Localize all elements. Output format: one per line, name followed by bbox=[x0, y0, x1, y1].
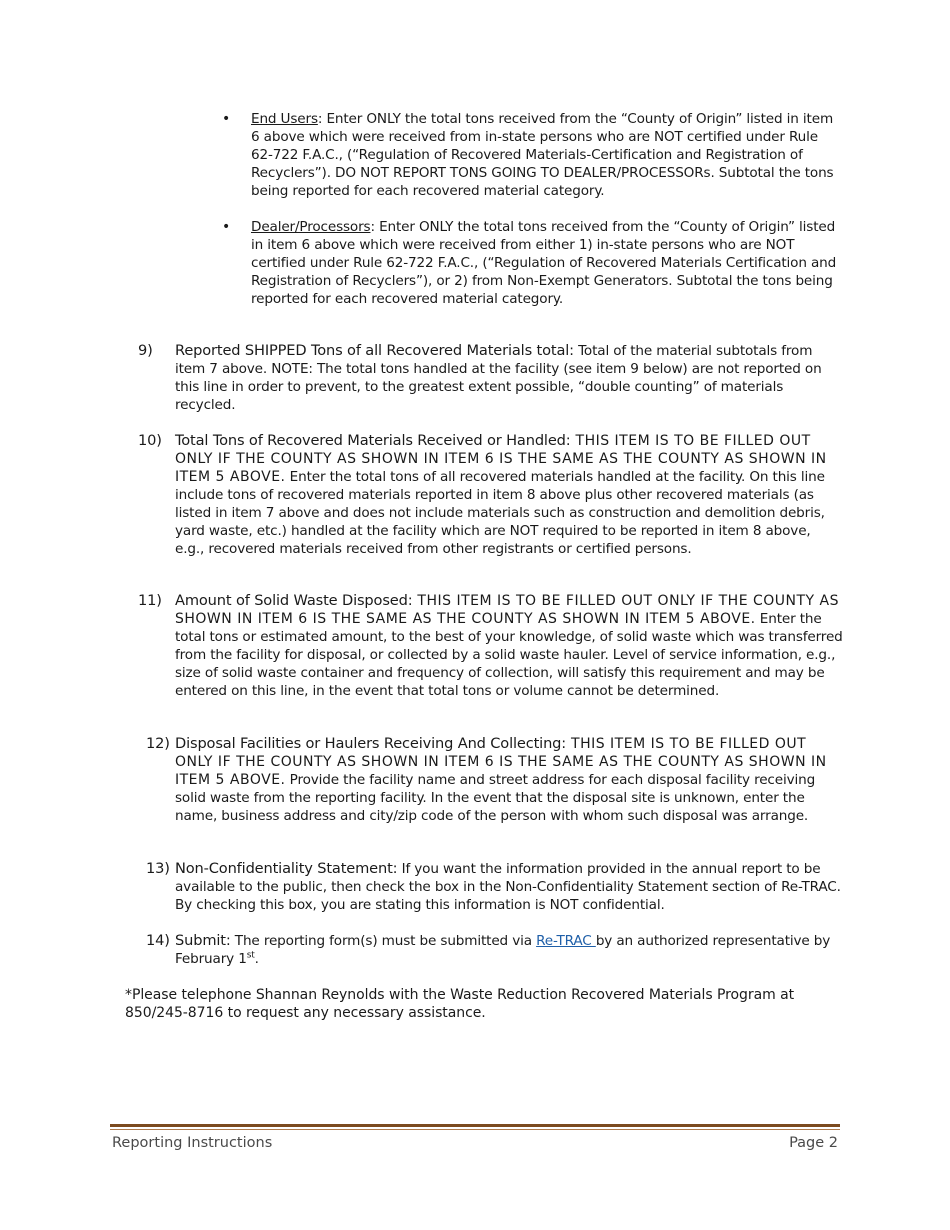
instruction-item-11 bbox=[138, 592, 843, 700]
instruction-item-10 bbox=[138, 432, 843, 558]
footer-divider bbox=[110, 1124, 840, 1127]
item-heading: Submit: bbox=[175, 932, 231, 949]
bullet-icon: • bbox=[222, 219, 231, 235]
assistance-note: *Please telephone Shannan Reynolds with the Waste Reduction Recovered Materials Program at 850/245-8716 to request any necessary assistance. bbox=[125, 987, 795, 1021]
item-text: Provide the facility name and street address for each disposal facility receiving solid waste from the reporting facility. In the event that the disposal site is unknown, enter the name, business address and city/zip code of the person with whom such disposal was arrange. bbox=[175, 772, 816, 824]
bullet-item-dealer-processors bbox=[222, 218, 842, 308]
superscript-st: st bbox=[246, 950, 255, 961]
item-body bbox=[146, 860, 843, 914]
bullet-list bbox=[222, 110, 842, 326]
item-body bbox=[138, 592, 843, 700]
item-body bbox=[146, 932, 843, 968]
item-number: 14) bbox=[146, 932, 170, 949]
bullet-text: : Enter ONLY the total tons received from the “County of Origin” listed in item 6 above which were received from in-state persons who are NOT certified under Rule 62-722 F.A.C., (“Regulation of Recovered Materials-Certification and Registration of Recyclers”). DO NOT REPORT TONS GOING TO DEALER/PROCESSORs. Subtotal the tons being reported for each recovered material category. bbox=[251, 111, 834, 199]
item-heading: Reported SHIPPED Tons of all Recovered Materials total: bbox=[175, 342, 574, 359]
item-heading: Non-Confidentiality Statement: bbox=[175, 860, 398, 877]
bullet-label: End Users bbox=[251, 111, 318, 127]
bullet-text: : Enter ONLY the total tons received from the “County of Origin” listed in item 6 above which were received from either 1) in-state persons who are NOT certified under Rule 62-722 F.A.C., (“Regulation of Recovered Materials Certification and Registration of Recyclers”), or 2) from Non-Exempt Generators. Subtotal the tons being reported for each recovered material category. bbox=[251, 219, 837, 307]
item-number: 10) bbox=[138, 432, 162, 449]
page-number: Page 2 bbox=[789, 1135, 838, 1151]
bullet-item-end-users bbox=[222, 110, 842, 200]
instruction-item-14 bbox=[146, 932, 843, 968]
item-text: The reporting form(s) must be submitted via bbox=[230, 933, 537, 949]
item-text-end: . bbox=[254, 951, 259, 967]
item-number: 9) bbox=[138, 342, 153, 359]
item-body bbox=[138, 342, 843, 414]
bullet-label: Dealer/Processors bbox=[251, 219, 371, 235]
item-body bbox=[146, 735, 843, 825]
item-body bbox=[138, 432, 843, 558]
item-heading: Disposal Facilities or Haulers Receiving And Collecting: bbox=[175, 735, 567, 752]
footer-title: Reporting Instructions bbox=[112, 1135, 273, 1151]
item-text: Enter the total tons of all recovered materials handled at the facility. On this line include tons of recovered materials reported in item 8 above plus other recovered materials (as listed in item 7 above and does not include materials such as construction and demolition debris, yard waste, etc.) handled at the facility which are NOT required to be reported in item 8 above, e.g., recovered materials received from other registrants or certified persons. bbox=[175, 469, 825, 557]
item-number: 12) bbox=[146, 735, 170, 752]
item-number: 11) bbox=[138, 592, 162, 609]
footer-divider-thin bbox=[110, 1129, 840, 1130]
item-caps-text: THIS ITEM IS TO BE FILLED OUT ONLY IF THE COUNTY AS SHOWN IN ITEM 6 IS THE SAME AS THE COUNTY AS SHOWN IN ITEM 5 ABOVE. bbox=[175, 593, 840, 627]
item-caps-text: THIS ITEM IS TO BE FILLED OUT ONLY IF THE COUNTY AS SHOWN IN ITEM 6 IS THE SAME AS THE COUNTY AS SHOWN IN ITEM 5 ABOVE. bbox=[175, 433, 827, 485]
instruction-item-9 bbox=[138, 342, 843, 414]
item-heading: Amount of Solid Waste Disposed: bbox=[175, 592, 413, 609]
item-text: If you want the information provided in the annual report to be available to the public, then check the box in the Non-Confidentiality Statement section of Re-TRAC. By checking this box, you are stating this information is NOT confidential. bbox=[175, 861, 841, 913]
item-text: by an authorized representative by February 1 bbox=[175, 933, 831, 967]
item-heading: Total Tons of Recovered Materials Received or Handled: bbox=[175, 432, 571, 449]
item-text: Total of the material subtotals from item 7 above. NOTE: The total tons handled at the facility (see item 9 below) are not reported on this line in order to prevent, to the greatest extent possible, “double counting” of materials recycled. bbox=[175, 343, 822, 413]
re-trac-link[interactable]: Re-TRAC bbox=[536, 933, 596, 949]
item-text: Enter the total tons or estimated amount, to the best of your knowledge, of solid waste which was transferred from the facility for disposal, or collected by a solid waste hauler. Level of service information, e.g., size of solid waste container and frequency of collection, will satisfy this requirement and may be entered on this line, in the event that total tons or volume cannot be determined. bbox=[175, 611, 843, 699]
instruction-item-13 bbox=[146, 860, 843, 914]
item-caps-text: THIS ITEM IS TO BE FILLED OUT ONLY IF THE COUNTY AS SHOWN IN ITEM 6 IS THE SAME AS THE COUNTY AS SHOWN IN ITEM 5 ABOVE. bbox=[175, 736, 827, 788]
bullet-icon: • bbox=[222, 111, 231, 127]
instruction-item-12 bbox=[146, 735, 843, 825]
item-number: 13) bbox=[146, 860, 170, 877]
